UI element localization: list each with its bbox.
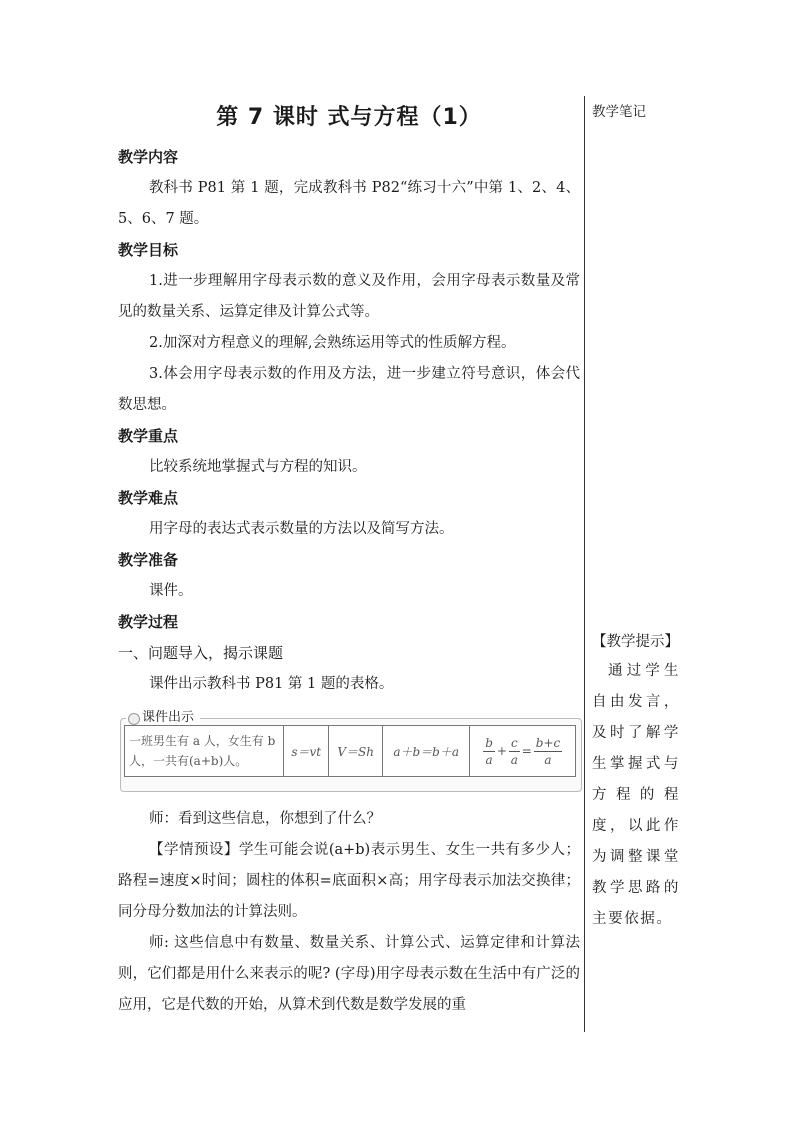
courseware-callout bbox=[120, 708, 582, 794]
fraction-numerator: c bbox=[510, 735, 518, 750]
fraction-denominator: a bbox=[544, 752, 552, 767]
section-heading-prep: 教学准备 bbox=[118, 551, 179, 569]
prep-text: 课件。 bbox=[149, 583, 193, 599]
section-heading-difficulty: 教学难点 bbox=[118, 489, 179, 507]
goal-item: 3.体会用字母表示数的作用及方法，进一步建立符号意识，体会代数思想。 bbox=[118, 366, 580, 413]
table-cell: s＝vt bbox=[284, 726, 329, 777]
equals-sign: = bbox=[521, 744, 532, 758]
step-heading: 一、问题导入，揭示课题 bbox=[118, 644, 284, 662]
preset-paragraph: 【学情预设】学生可能会说(a+b)表示男生、女生一共有多少人；路程=速度×时间；圆柱的体积=底面积×高；用字母表示加法交换律；同分母分数加法的计算法则。 bbox=[118, 842, 580, 920]
table-cell: a＋b＝b＋a bbox=[382, 726, 470, 777]
teacher-line: 师：看到这些信息，你想到了什么？ bbox=[149, 811, 381, 827]
fraction-numerator: b bbox=[485, 735, 493, 750]
teacher-paragraph: 师: 这些信息中有数量、数量关系、计算公式、运算定律和计算法则，它们都是用什么来表示的呢? (字母)用字母表示数在生活中有广泛的应用，它是代数的开始，从算术到代数是数学发展的重 bbox=[118, 935, 580, 1013]
goal-item: 1.进一步理解用字母表示数的意义及作用，会用字母表示数量及常见的数量关系、运算定律及计算公式等。 bbox=[118, 273, 580, 320]
fraction-denominator: a bbox=[510, 752, 518, 767]
content-text: 教科书 P81 第 1 题，完成教科书 P82“练习十六”中第 1、2、4、5、6、7 题。 bbox=[118, 180, 580, 227]
fraction-denominator: a bbox=[485, 752, 493, 767]
section-heading-process: 教学过程 bbox=[118, 613, 179, 631]
key-text: 比较系统地掌握式与方程的知识。 bbox=[149, 459, 367, 475]
notes-column bbox=[592, 98, 684, 126]
table-cell: V＝Sh bbox=[329, 726, 382, 777]
callout-tag-icon bbox=[128, 713, 140, 725]
section-heading-content: 教学内容 bbox=[118, 148, 179, 166]
lesson-main-column bbox=[118, 100, 580, 1021]
goal-item: 2.加深对方程意义的理解,会熟练运用等式的性质解方程。 bbox=[149, 335, 516, 351]
courseware-table bbox=[124, 725, 576, 777]
section-heading-goals: 教学目标 bbox=[118, 241, 179, 259]
fraction-numerator: b+c bbox=[535, 735, 561, 750]
notes-label: 教学笔记 bbox=[592, 104, 646, 120]
fraction bbox=[509, 735, 520, 768]
difficulty-text: 用字母的表达式表示数量的方法以及简写方法。 bbox=[149, 521, 454, 537]
teaching-tip bbox=[592, 628, 680, 935]
table-cell-fraction bbox=[470, 726, 576, 777]
table-row bbox=[125, 726, 576, 777]
callout-tag-label: 课件出示 bbox=[142, 710, 195, 725]
page-title: 第 7 课时 式与方程（1） bbox=[216, 105, 482, 130]
step-text: 课件出示教科书 P81 第 1 题的表格。 bbox=[149, 676, 394, 692]
plus-sign: + bbox=[496, 744, 507, 758]
section-heading-key: 教学重点 bbox=[118, 427, 179, 445]
tip-title: 【教学提示】 bbox=[592, 634, 679, 650]
margin-divider bbox=[584, 96, 585, 1032]
table-cell: 一班男生有 a 人，女生有 b 人，一共有(a+b)人。 bbox=[125, 726, 284, 777]
fraction bbox=[534, 735, 562, 768]
tip-body: 通过学生自由发言，及时了解学生掌握式与方程的程度，以此作为调整课堂教学思路的主要依据。 bbox=[592, 663, 680, 927]
fraction bbox=[483, 735, 495, 768]
